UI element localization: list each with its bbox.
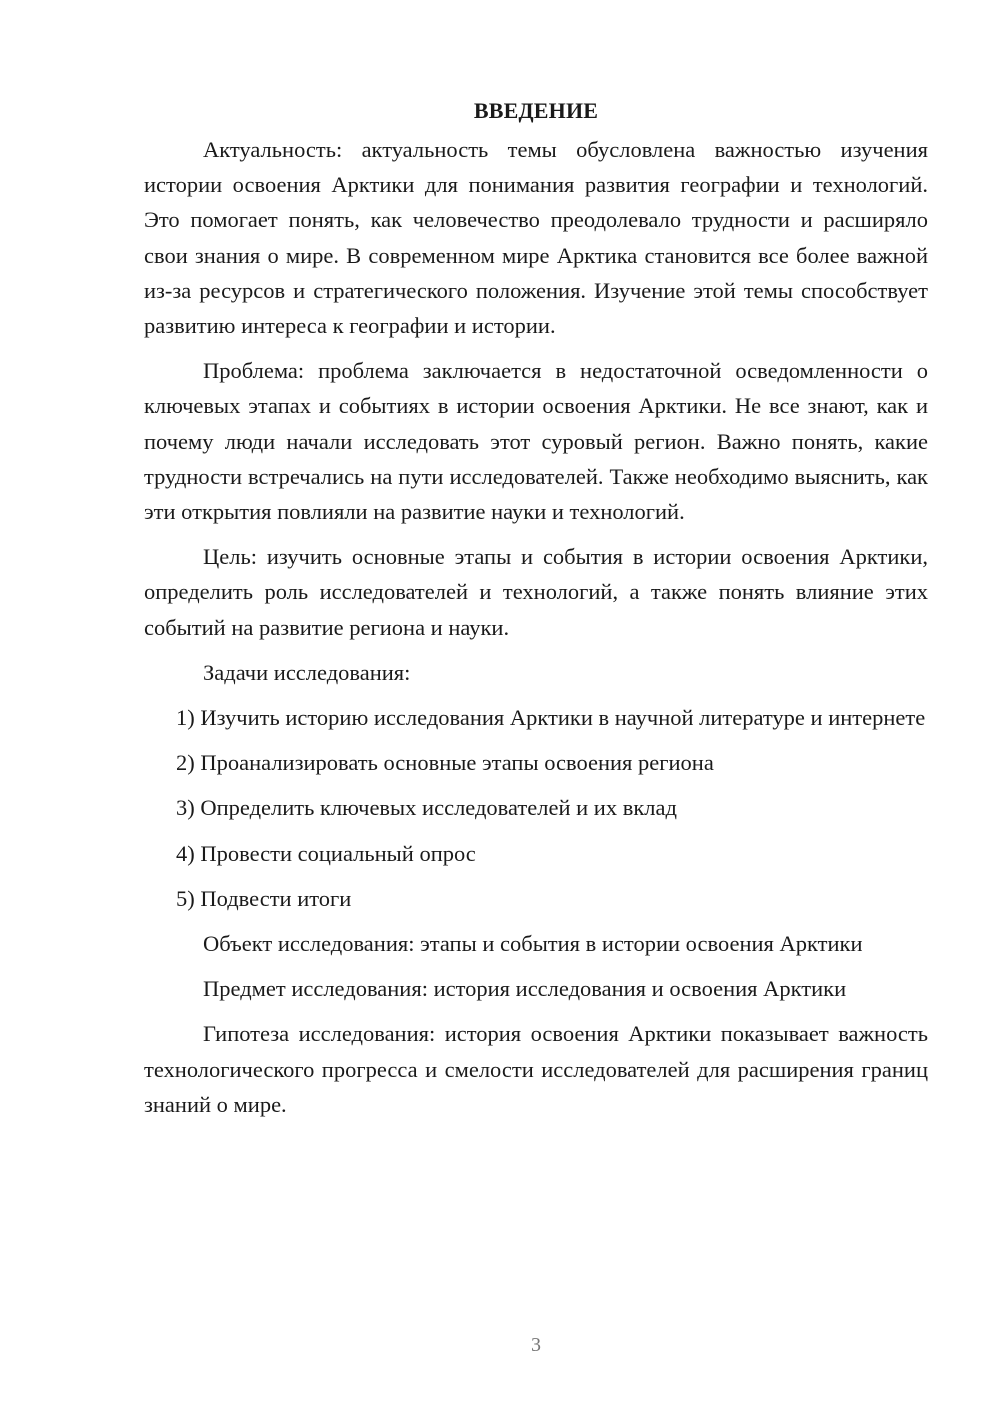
task-item-5: 5) Подвести итоги bbox=[176, 885, 352, 911]
subject-paragraph: Предмет исследования: история исследования и освоения Арктики bbox=[203, 976, 847, 1002]
problem-paragraph: Проблема: проблема заключается в недостаточной осведомленности о ключевых этапах и событиях в истории освоения Арктики. Не все знают, как и почему люди начали исследовать этот суровый регион. Важно понять, какие трудности встречались на пути исследователей. Также необходимо выяснить, как эти открытия повлияли на развитие науки и технологий. bbox=[144, 358, 928, 525]
task-item-1: 1) Изучить историю исследования Арктики в научной литературе и интернете bbox=[176, 705, 926, 731]
object-paragraph: Объект исследования: этапы и события в истории освоения Арктики bbox=[203, 931, 863, 957]
tasks-heading: Задачи исследования: bbox=[203, 659, 411, 685]
task-item-2: 2) Проанализировать основные этапы освоения региона bbox=[176, 750, 714, 776]
task-item-3: 3) Определить ключевых исследователей и их вклад bbox=[176, 795, 677, 821]
relevance-paragraph: Актуальность: актуальность темы обусловлена важностью изучения истории освоения Арктики для понимания развития географии и технологий. Это помогает понять, как человечество преодолевало трудности и расширяло свои знания о мире. В современном мире Арктика становится все более важной из-за ресурсов и стратегического положения. Изучение этой темы способствует развитию интереса к географии и истории. bbox=[144, 137, 928, 339]
goal-paragraph: Цель: изучить основные этапы и события в истории освоения Арктики, определить роль исследователей и технологий, а также понять влияние этих событий на развитие региона и науки. bbox=[144, 544, 928, 640]
page-number: 3 bbox=[531, 1334, 541, 1356]
section-title: ВВЕДЕНИЕ bbox=[473, 98, 599, 123]
hypothesis-paragraph: Гипотеза исследования: история освоения Арктики показывает важность технологического прогресса и смелости исследователей для расширения границ знаний о мире. bbox=[144, 1021, 928, 1117]
task-item-4: 4) Провести социальный опрос bbox=[176, 840, 476, 866]
document-page bbox=[144, 95, 928, 1132]
